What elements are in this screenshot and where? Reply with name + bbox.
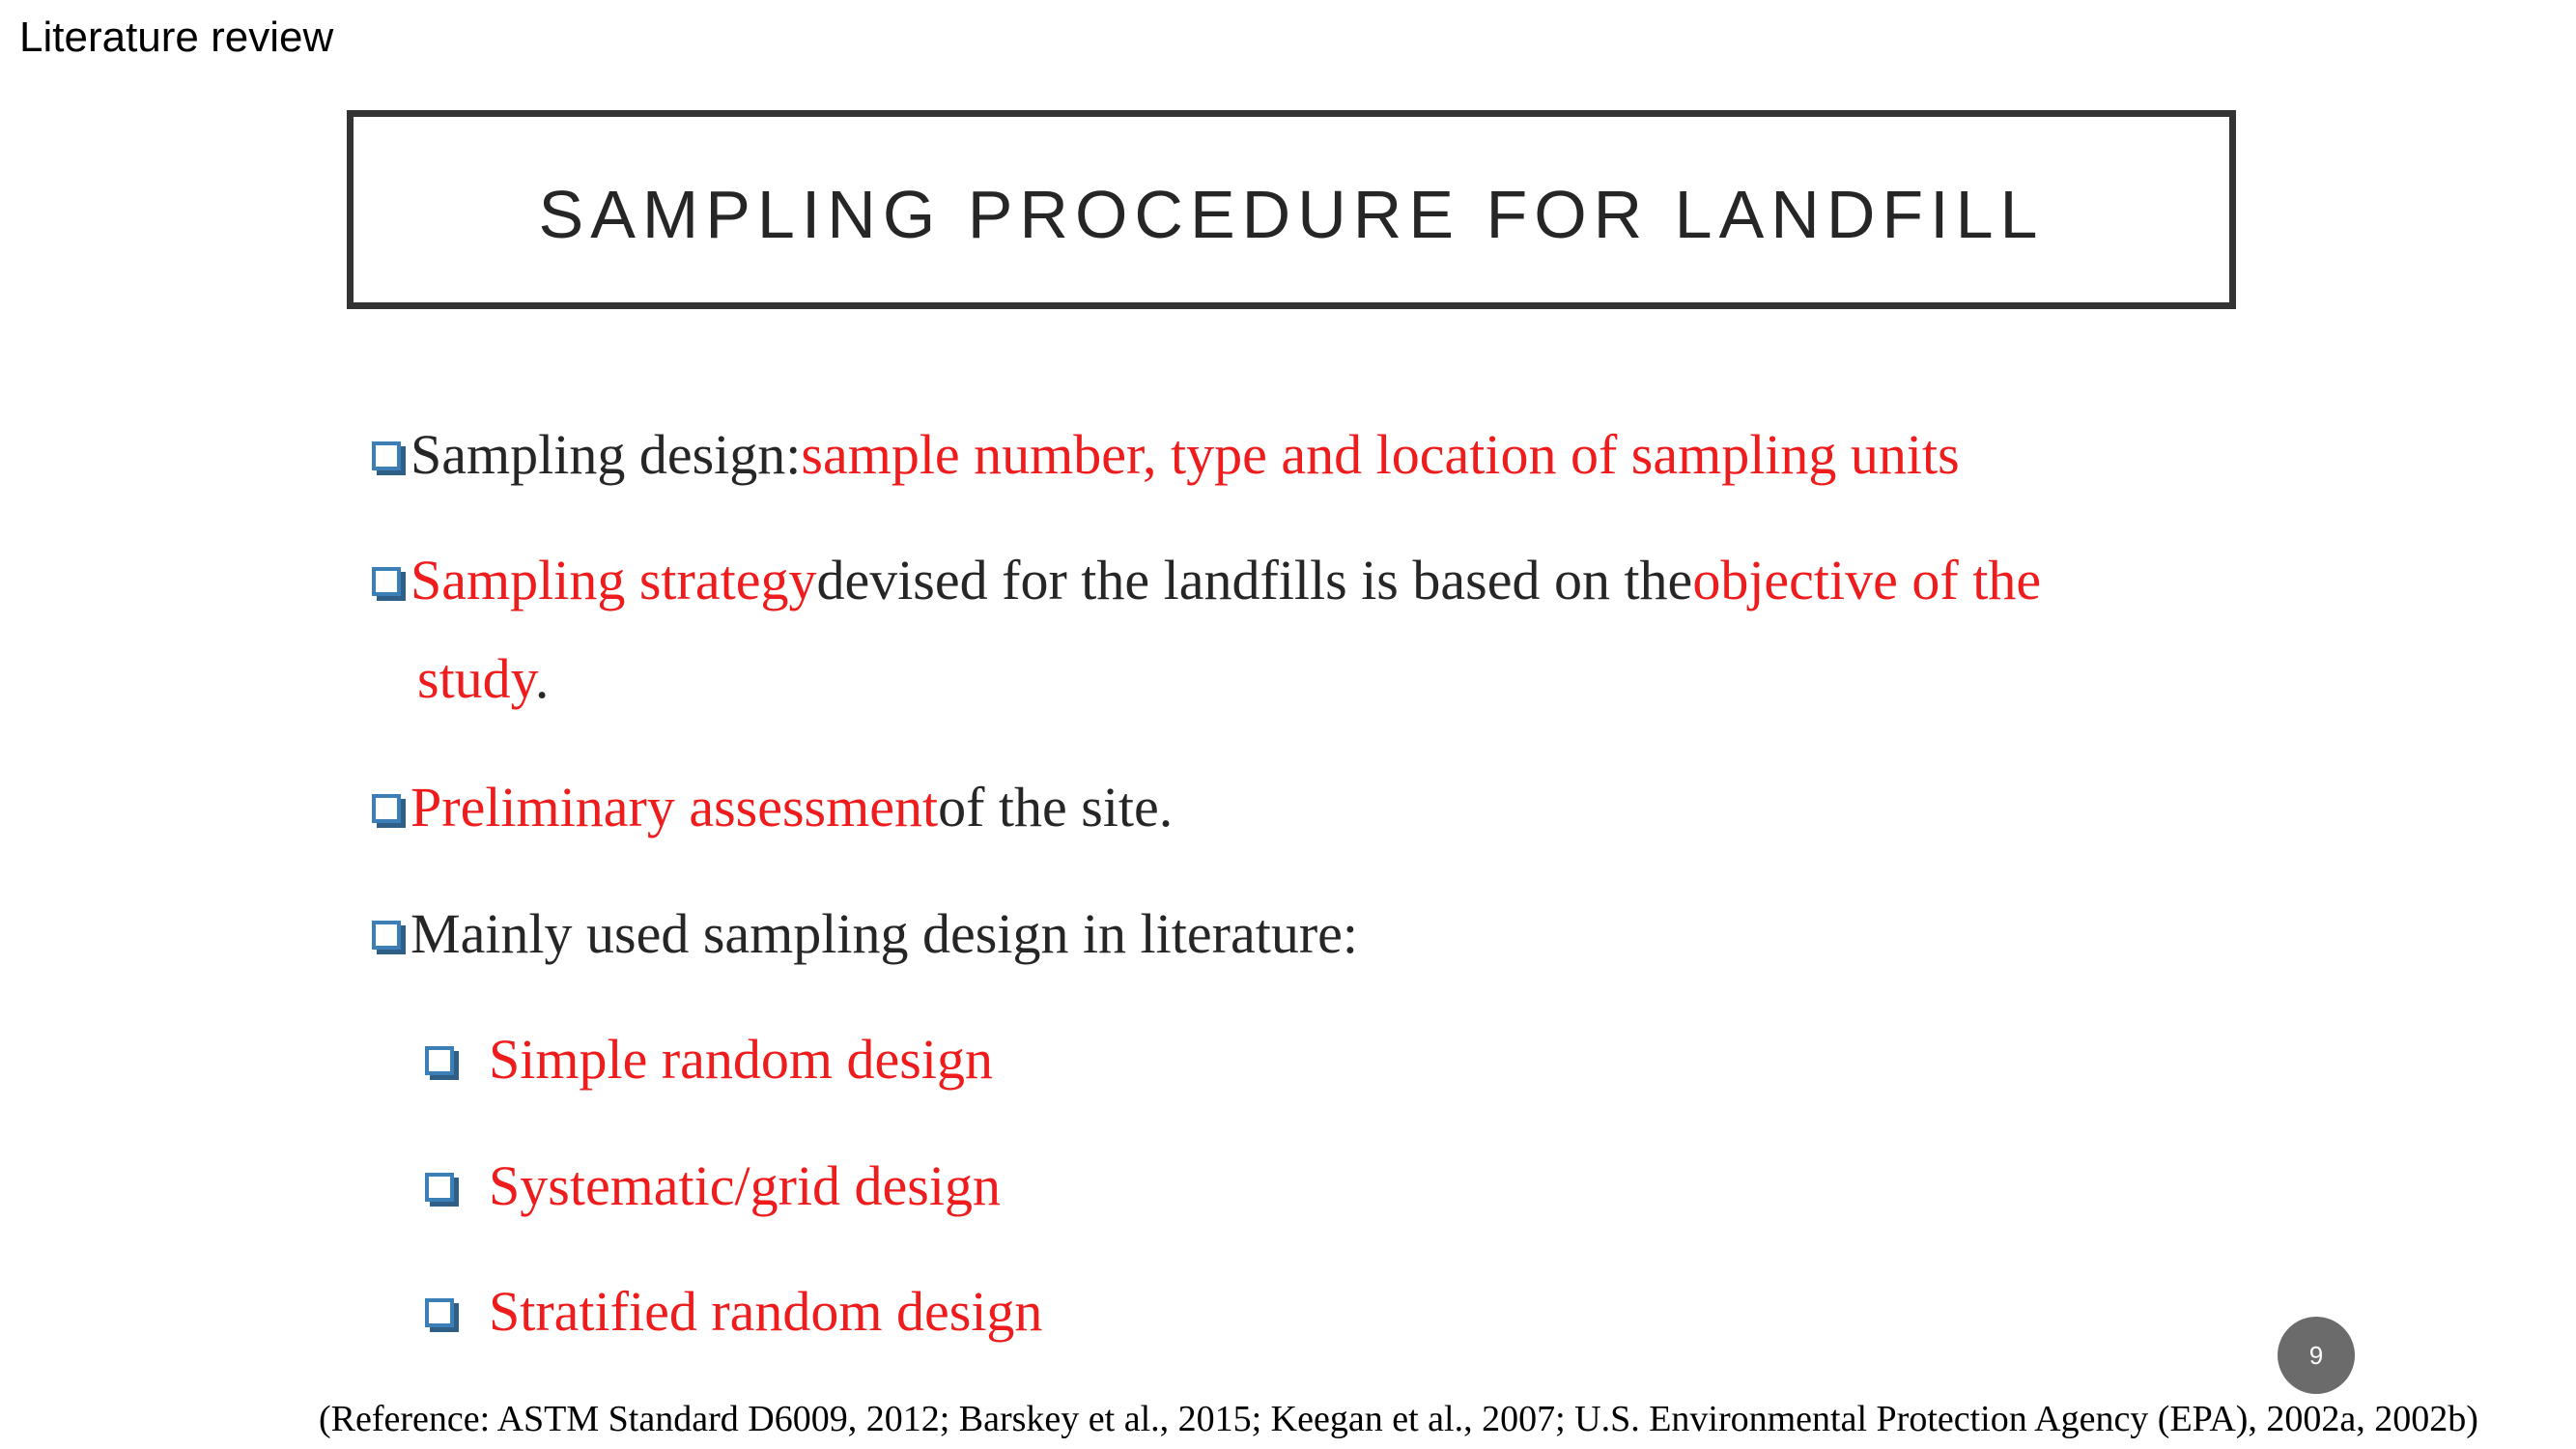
bullet-text: Mainly used sampling design in literature: (410, 902, 1358, 965)
bullet-text: devised for the landfills is based on the (816, 549, 1693, 611)
bullet-highlight: sample number, type and location of sampling units (801, 423, 1960, 486)
bullet-text: Sampling design: (410, 423, 802, 486)
bullet-text: of the site. (938, 776, 1174, 838)
checkbox-bullet-icon (372, 441, 401, 470)
bullet-highlight: objective of the (1692, 549, 2042, 611)
reference-citation: (Reference: ASTM Standard D6009, 2012; Barskey et al., 2015; Keegan et al., 2007; U.S. Environmental Protection Agency (EPA), 2002a, 2002b) (319, 1399, 2478, 1439)
bullet-mainly-used (372, 900, 1358, 968)
bullet-sampling-design (372, 421, 1960, 489)
slide-title: SAMPLING PROCEDURE FOR LANDFILL (538, 177, 2045, 252)
sub-bullet-text: Simple random design (489, 1028, 993, 1091)
checkbox-bullet-icon (425, 1173, 454, 1202)
bullet-sampling-strategy (372, 547, 2041, 614)
bullet-preliminary-assessment (372, 774, 1173, 841)
sub-bullet-text: Stratified random design (489, 1280, 1043, 1343)
bullet-highlight: Preliminary assessment (410, 776, 939, 838)
sub-bullet-systematic-grid (425, 1152, 1001, 1220)
title-box (347, 110, 2236, 309)
page-number-badge: 9 (2278, 1317, 2355, 1394)
bullet-highlight: study (417, 647, 535, 710)
section-label: Literature review (19, 14, 334, 61)
bullet-sampling-strategy-continuation (417, 645, 549, 713)
bullet-text: . (534, 647, 550, 710)
checkbox-bullet-icon (372, 794, 401, 823)
sub-bullet-stratified-random (425, 1278, 1042, 1346)
checkbox-bullet-icon (425, 1046, 454, 1075)
sub-bullet-text: Systematic/grid design (489, 1154, 1001, 1217)
checkbox-bullet-icon (372, 921, 401, 950)
checkbox-bullet-icon (372, 567, 401, 596)
bullet-highlight: Sampling strategy (410, 549, 817, 611)
checkbox-bullet-icon (425, 1298, 454, 1327)
sub-bullet-simple-random (425, 1026, 993, 1094)
